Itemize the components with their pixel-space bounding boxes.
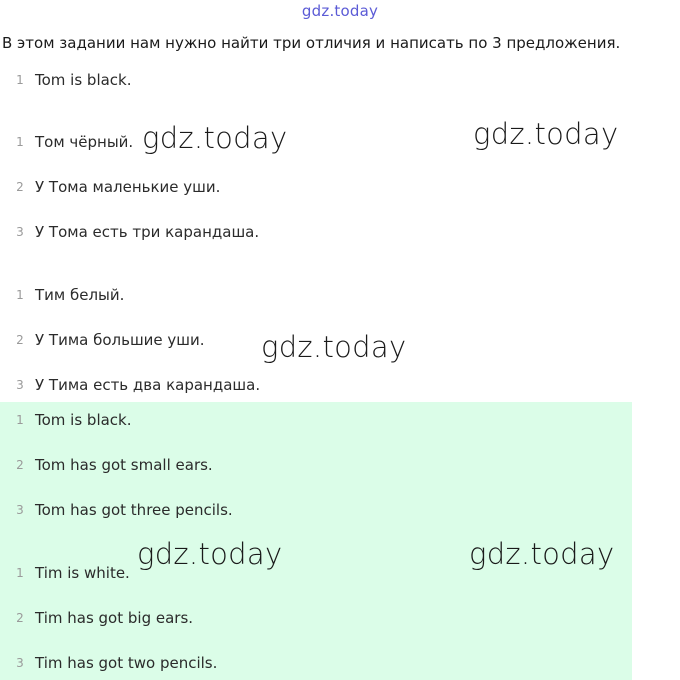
item-text: Tim has got two pencils.: [35, 654, 218, 672]
item-number: 3: [16, 503, 24, 517]
item-text: Тим белый.: [35, 286, 125, 304]
item-number: 3: [16, 378, 24, 392]
item-number: 1: [16, 413, 24, 427]
item-number: 2: [16, 180, 24, 194]
item-number: 1: [16, 566, 24, 580]
item-text: Tom has got small ears.: [35, 456, 213, 474]
item-text: Том чёрный.: [35, 133, 134, 151]
item-number: 1: [16, 288, 24, 302]
item-number: 3: [16, 656, 24, 670]
item-text: У Тима большие уши.: [35, 331, 205, 349]
item-number: 2: [16, 458, 24, 472]
item-text: У Тома есть три карандаша.: [35, 223, 260, 241]
task-intro: В этом задании нам нужно найти три отличия и написать по 3 предложения.: [2, 34, 621, 52]
item-text: Tim has got big ears.: [35, 609, 194, 627]
item-text: Tom is black.: [35, 71, 132, 89]
watermark-top: gdz.today: [301, 2, 379, 20]
item-number: 2: [16, 333, 24, 347]
item-text: У Тома маленькие уши.: [35, 178, 221, 196]
watermark-overlay: gdz.today: [469, 537, 615, 571]
watermark-overlay: gdz.today: [261, 330, 407, 364]
watermark-overlay: gdz.today: [473, 117, 619, 151]
item-text: Tom has got three pencils.: [35, 501, 233, 519]
item-text: У Тима есть два карандаша.: [35, 376, 261, 394]
watermark-overlay: gdz.today: [142, 121, 288, 155]
item-number: 3: [16, 225, 24, 239]
watermark-overlay: gdz.today: [137, 537, 283, 571]
item-text: Tim is white.: [35, 564, 130, 582]
item-number: 1: [16, 73, 24, 87]
item-number: 2: [16, 611, 24, 625]
item-number: 1: [16, 135, 24, 149]
item-text: Tom is black.: [35, 411, 132, 429]
